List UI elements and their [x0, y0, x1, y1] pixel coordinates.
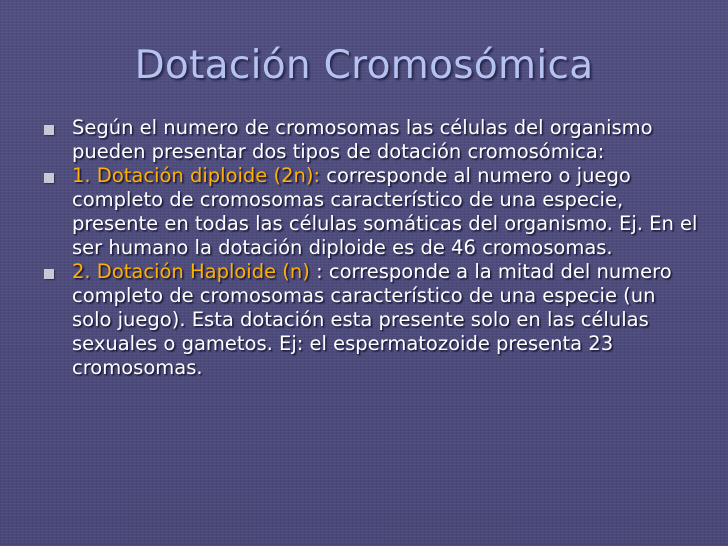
bullet-highlight: 2. Dotación Haploide (n): [72, 260, 310, 283]
square-bullet-icon: [44, 125, 54, 135]
bullet-text: : corresponde a la mitad del numero completo de cromosomas característico de una especie (un solo juego). Esta dotación esta presente solo en las células sexuales o gametos. Ej: el espermatozoide presenta 23 cromosomas.: [72, 260, 672, 379]
bullet-item-2: [44, 164, 700, 260]
bullet-text: Según el numero de cromosomas las células del organismo pueden presentar dos tipos de dotación cromosómica:: [72, 116, 653, 163]
bullet-item-1: [44, 116, 700, 164]
bullet-highlight: 1. Dotación diploide (2n):: [72, 164, 321, 187]
bullet-text: corresponde al numero o juego completo de cromosomas característico de una especie, presente en todas las células somáticas del organismo. Ej. En el ser humano la dotación diploide es de 46 cromosomas.: [72, 164, 698, 259]
square-bullet-icon: [44, 173, 54, 183]
slide-title: Dotación Cromosómica: [134, 43, 594, 88]
bullet-item-3: [44, 260, 700, 380]
bullet-list: [44, 116, 700, 380]
square-bullet-icon: [44, 269, 54, 279]
